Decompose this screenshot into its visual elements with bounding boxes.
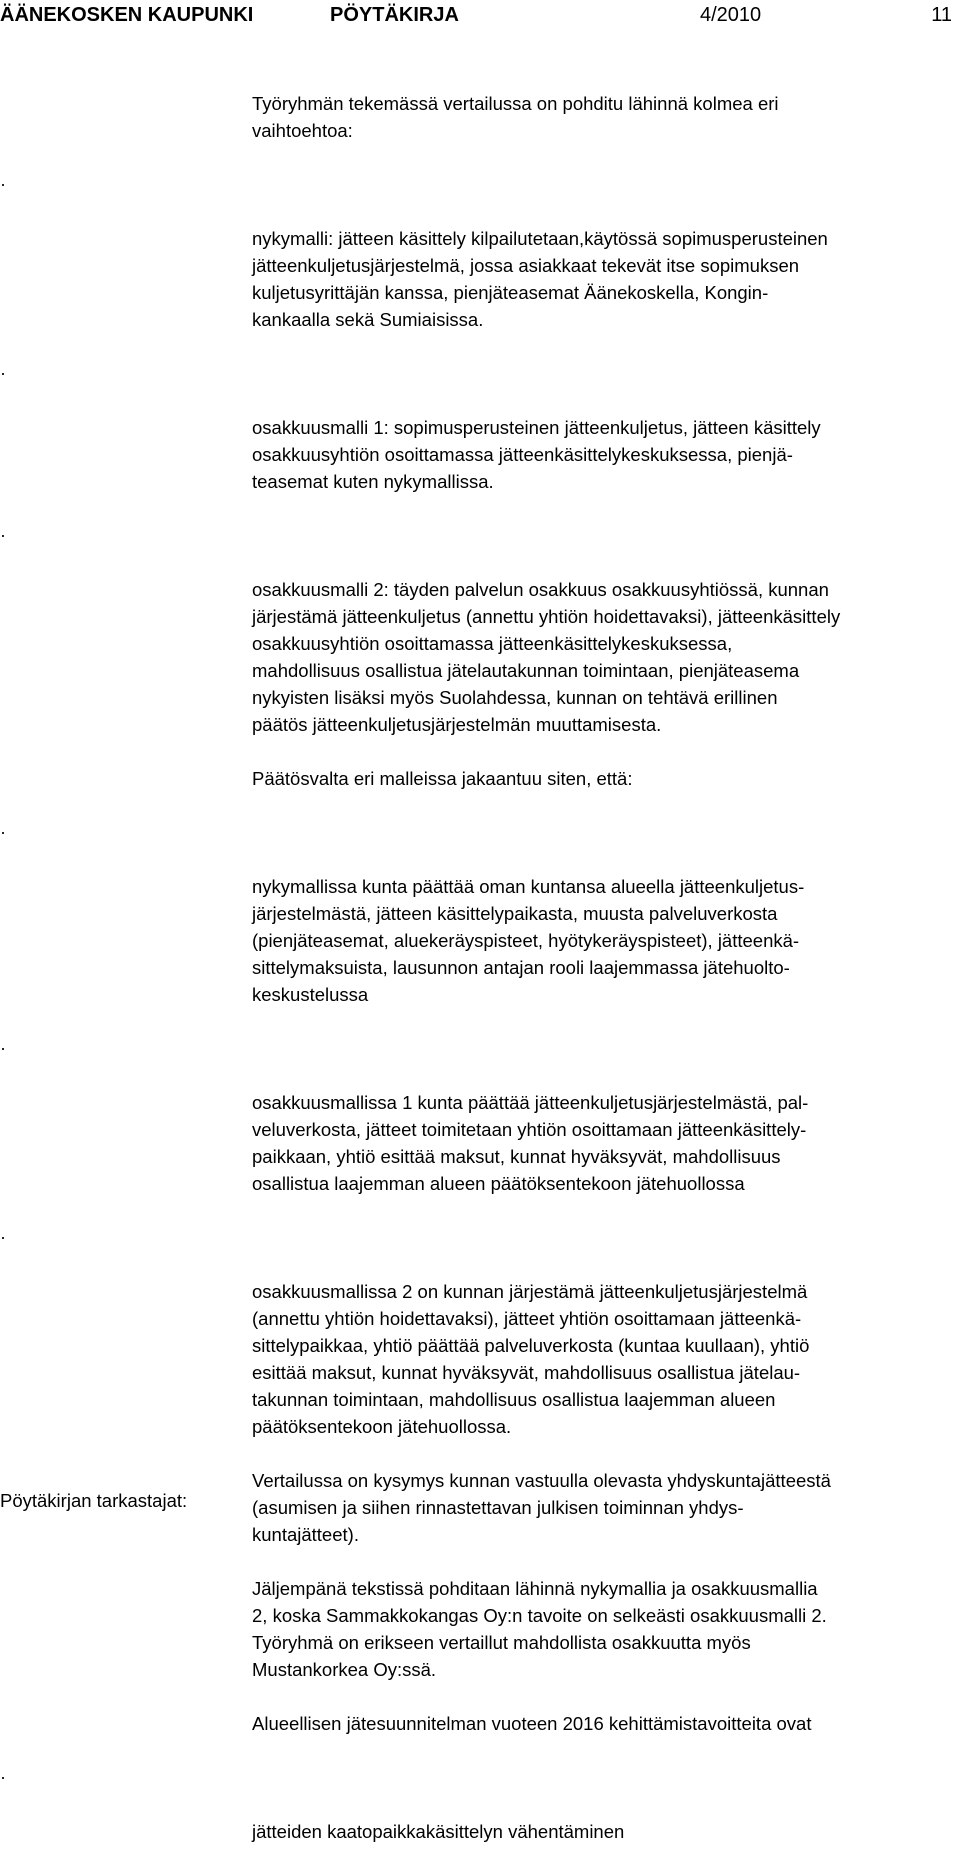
page-header xyxy=(0,0,960,34)
list-item-text: osakkuusmallissa 2 on kunnan järjestämä jätteenkuljetusjärjestelmä (annettu yhtiön hoidettavaksi), jätteet yhtiön osoittamaan jätteenkä- sittelypaikkaa, yhtiö päättää palveluverkosta (kuntaa kuullaan), yhtiö esittää maksut, kunnat hyväksyvät, mahdollisuus osallistua jätelau- takunnan toimintaan, mahdollisuus osallistua laajemman alueen päätöksentekoon jätehuollossa. xyxy=(252,1281,810,1437)
goals-list xyxy=(0,1764,952,1845)
list-item xyxy=(0,522,952,738)
bullet-marker: · xyxy=(0,822,6,842)
list-item-text: nykymallissa kunta päättää oman kuntansa alueella jätteenkuljetus- järjestelmästä, jätteen käsittelypaikasta, muusta palveluverkosta (pienjäteasemat, aluekeräyspisteet, hyötykeräyspisteet), jätteenkä- sittelymaksuista, lausunnon antajan rooli laajemmassa jätehuolto- keskustelussa xyxy=(252,876,805,1005)
list-item xyxy=(0,819,952,1008)
options-list xyxy=(0,171,952,738)
list-item xyxy=(0,171,952,333)
page-number: 11 xyxy=(931,4,952,26)
document-type: PÖYTÄKIRJA xyxy=(330,4,459,26)
bullet-marker: · xyxy=(0,1227,6,1247)
intro-paragraph: Työryhmän tekemässä vertailussa on pohditu lähinnä kolmea eri vaihtoehtoa: xyxy=(252,93,779,141)
municipality-name: ÄÄNEKOSKEN KAUPUNKI xyxy=(0,4,254,26)
decisions-list xyxy=(0,819,952,1440)
community-waste-paragraph: Vertailussa on kysymys kunnan vastuulla olevasta yhdyskuntajätteestä (asumisen ja siihen rinnastettavan julkisen toiminnan yhdys- kuntajätteet). xyxy=(252,1470,831,1545)
bullet-marker: · xyxy=(0,1767,6,1787)
issue-number: 4/2010 xyxy=(700,4,762,26)
page-footer: Pöytäkirjan tarkastajat: xyxy=(0,1490,188,1511)
bullet-marker: · xyxy=(0,1038,6,1058)
decision-intro: Päätösvalta eri malleissa jakaantuu siten, että: xyxy=(252,768,633,789)
bullet-marker: · xyxy=(0,174,6,194)
list-item-text: osakkuusmallissa 1 kunta päättää jätteenkuljetusjärjestelmästä, pal- veluverkosta, jätteet toimitetaan yhtiön osoittamaan jätteenkäsittely- paikkaan, yhtiö esittää maksut, kunnat hyväksyvät, mahdollisuus osallistua laajemman alueen päätöksentekoon jätehuollossa xyxy=(252,1092,809,1194)
list-item-text: jätteiden kaatopaikkakäsittelyn vähentäminen xyxy=(252,1821,625,1842)
list-item xyxy=(0,1035,952,1197)
list-item xyxy=(0,1224,952,1440)
focus-paragraph: Jäljempänä tekstissä pohditaan lähinnä nykymallia ja osakkuusmallia 2, koska Sammakkokangas Oy:n tavoite on selkeästi osakkuusmalli 2. Työryhmä on erikseen vertaillut mahdollista osakkuutta myös Mustankorkea Oy:ssä. xyxy=(252,1578,827,1680)
goals-intro: Alueellisen jätesuunnitelman vuoteen 2016 kehittämistavoitteita ovat xyxy=(252,1713,812,1734)
bullet-marker: · xyxy=(0,525,6,545)
list-item-text: osakkuusmalli 2: täyden palvelun osakkuus osakkuusyhtiössä, kunnan järjestämä jätteenkuljetus (annettu yhtiön hoidettavaksi), jätteenkäsittely osakkuusyhtiön osoittamassa jätteenkäsittelykeskuksessa, mahdollisuus osallistua jätelautakunnan toimintaan, pienjäteasema nykyisten lisäksi myös Suolahdessa, kunnan on tehtävä erillinen päätös jätteenkuljetusjärjestelmän muuttamisesta. xyxy=(252,579,841,735)
list-item-text: osakkuusmalli 1: sopimusperusteinen jätteenkuljetus, jätteen käsittely osakkuusyhtiön osoittamassa jätteenkäsittelykeskuksessa, pienjä- teasemat kuten nykymallissa. xyxy=(252,417,821,492)
bullet-marker: · xyxy=(0,363,6,383)
list-item xyxy=(0,360,952,495)
list-item xyxy=(0,1764,952,1845)
list-item-text: nykymalli: jätteen käsittely kilpailutetaan,käytössä sopimusperusteinen jätteenkuljetusjärjestelmä, jossa asiakkaat tekevät itse sopimuksen kuljetusyrittäjän kanssa, pienjäteasemat Äänekoskella, Kongin- kankaalla sekä Sumiaisissa. xyxy=(252,228,828,330)
